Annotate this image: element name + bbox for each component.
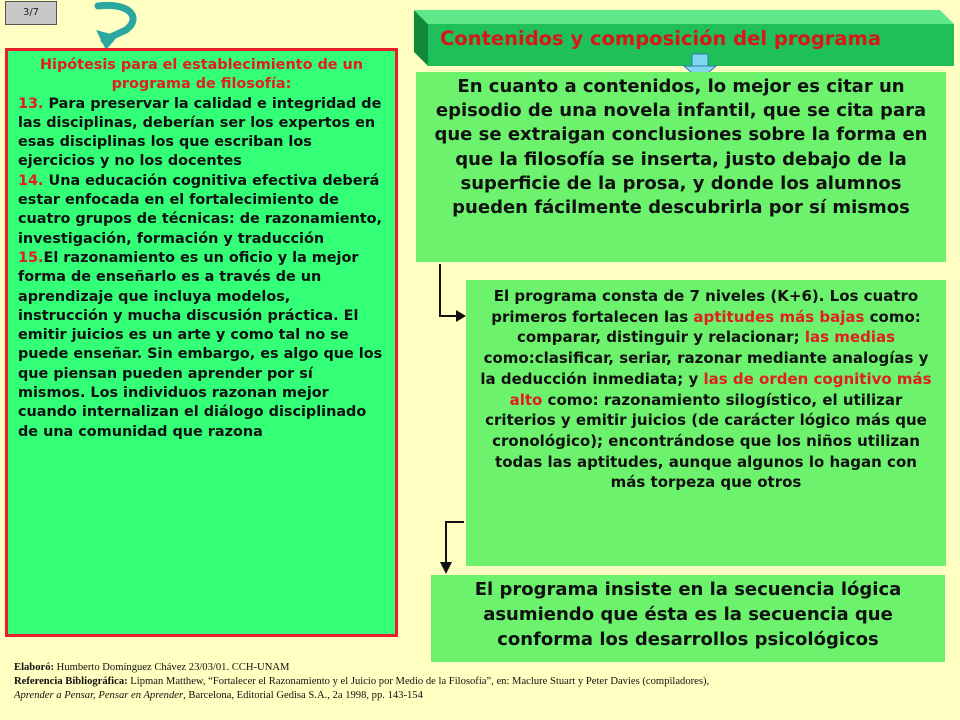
author-label: Elaboró: xyxy=(14,662,55,673)
highlight-text: las de orden cognitivo más alto xyxy=(509,369,932,409)
levels-text: como:clasificar, seriar, razonar mediante analogías y la deducción inmediata; y xyxy=(480,349,929,388)
levels-box xyxy=(466,280,946,566)
connector-arrow-icon xyxy=(440,522,464,574)
hypothesis-item xyxy=(18,95,385,172)
highlight-text: las medias xyxy=(804,328,896,347)
book-details: , Barcelona, Editorial Gedisa S.A., 2a 1998, pp. 143-154 xyxy=(183,690,423,701)
connector-arrow-icon xyxy=(440,264,466,322)
hypothesis-text: Una educación cognitiva efectiva deberá estar enfocada en el fortalecimiento de cuatro grupos de técnicas: de razonamiento, investigación, formación y traducción xyxy=(18,172,383,247)
hypothesis-text: Para preservar la calidad e integridad de las disciplinas, deberían ser los expertos en esas disciplinas los que escriban los ejercicios y no los docentes xyxy=(18,95,382,170)
hypothesis-number: 13. xyxy=(18,95,44,112)
hypothesis-text: El razonamiento es un oficio y la mejor forma de enseñarlo es a través de un aprendizaje que incluya modelos, instrucción y mucha discusión práctica. El emitir juicios es un arte y como tal no se puede enseñar. Sin embargo, es algo que los que piensan pueden aprender por sí mismos. Los individuos razonan mejor cuando internalizan el diálogo disciplinado de una comunidad que razona xyxy=(18,249,383,440)
levels-text: El programa consta de 7 niveles (K+6). Los cuatro primeros fortalecen las xyxy=(491,287,919,326)
sequence-box: El programa insiste en la secuencia lógica asumiendo que ésta es la secuencia que conforma los desarrollos psicológicos xyxy=(431,575,945,662)
hypothesis-item xyxy=(18,172,385,249)
levels-text: como: razonamiento silogístico, el utilizar criterios y emitir juicios (de carácter lógico más que cronológico); encontrándose que los niños utilizan todas las aptitudes, aunque algunos lo hagan con más torpeza que otros xyxy=(485,390,927,492)
book-title: Aprender a Pensar, Pensar en Aprender xyxy=(14,690,184,701)
hypothesis-number: 14. xyxy=(18,172,44,189)
section-title: Contenidos y composición del programa xyxy=(440,27,882,50)
hypotheses-title: Hipótesis para el establecimiento de un programa de filosofía: xyxy=(39,57,364,93)
author-line xyxy=(14,661,954,675)
reference-line-2 xyxy=(14,689,954,703)
curved-arrow-icon xyxy=(96,5,133,50)
reference-line xyxy=(14,675,954,689)
hypotheses-box xyxy=(5,48,398,637)
hypothesis-item xyxy=(18,249,385,442)
highlight-text: aptitudes más bajas xyxy=(693,307,865,326)
hypothesis-number: 15. xyxy=(18,249,44,266)
levels-text: como: comparar, distinguir y relacionar; xyxy=(516,307,921,347)
contents-box: En cuanto a contenidos, lo mejor es citar un episodio de una novela infantil, que se cita para que se extraigan conclusiones sobre la forma en que la filosofía se inserta, justo debajo de la superficie de la prosa, y donde los alumnos pueden fácilmente descubrirla por sí mismos xyxy=(416,72,946,262)
author-text: Humberto Domínguez Chávez 23/03/01. CCH-UNAM xyxy=(54,662,290,673)
reference-label: Referencia Bibliográfica: xyxy=(14,676,128,687)
page-number: 3/7 xyxy=(5,1,57,25)
footer xyxy=(14,661,954,703)
reference-text: Lipman Matthew, “Fortalecer el Razonamiento y el Juicio por Medio de la Filosofía”, en: Maclure Stuart y Peter Davies (compiladores), xyxy=(127,676,710,687)
